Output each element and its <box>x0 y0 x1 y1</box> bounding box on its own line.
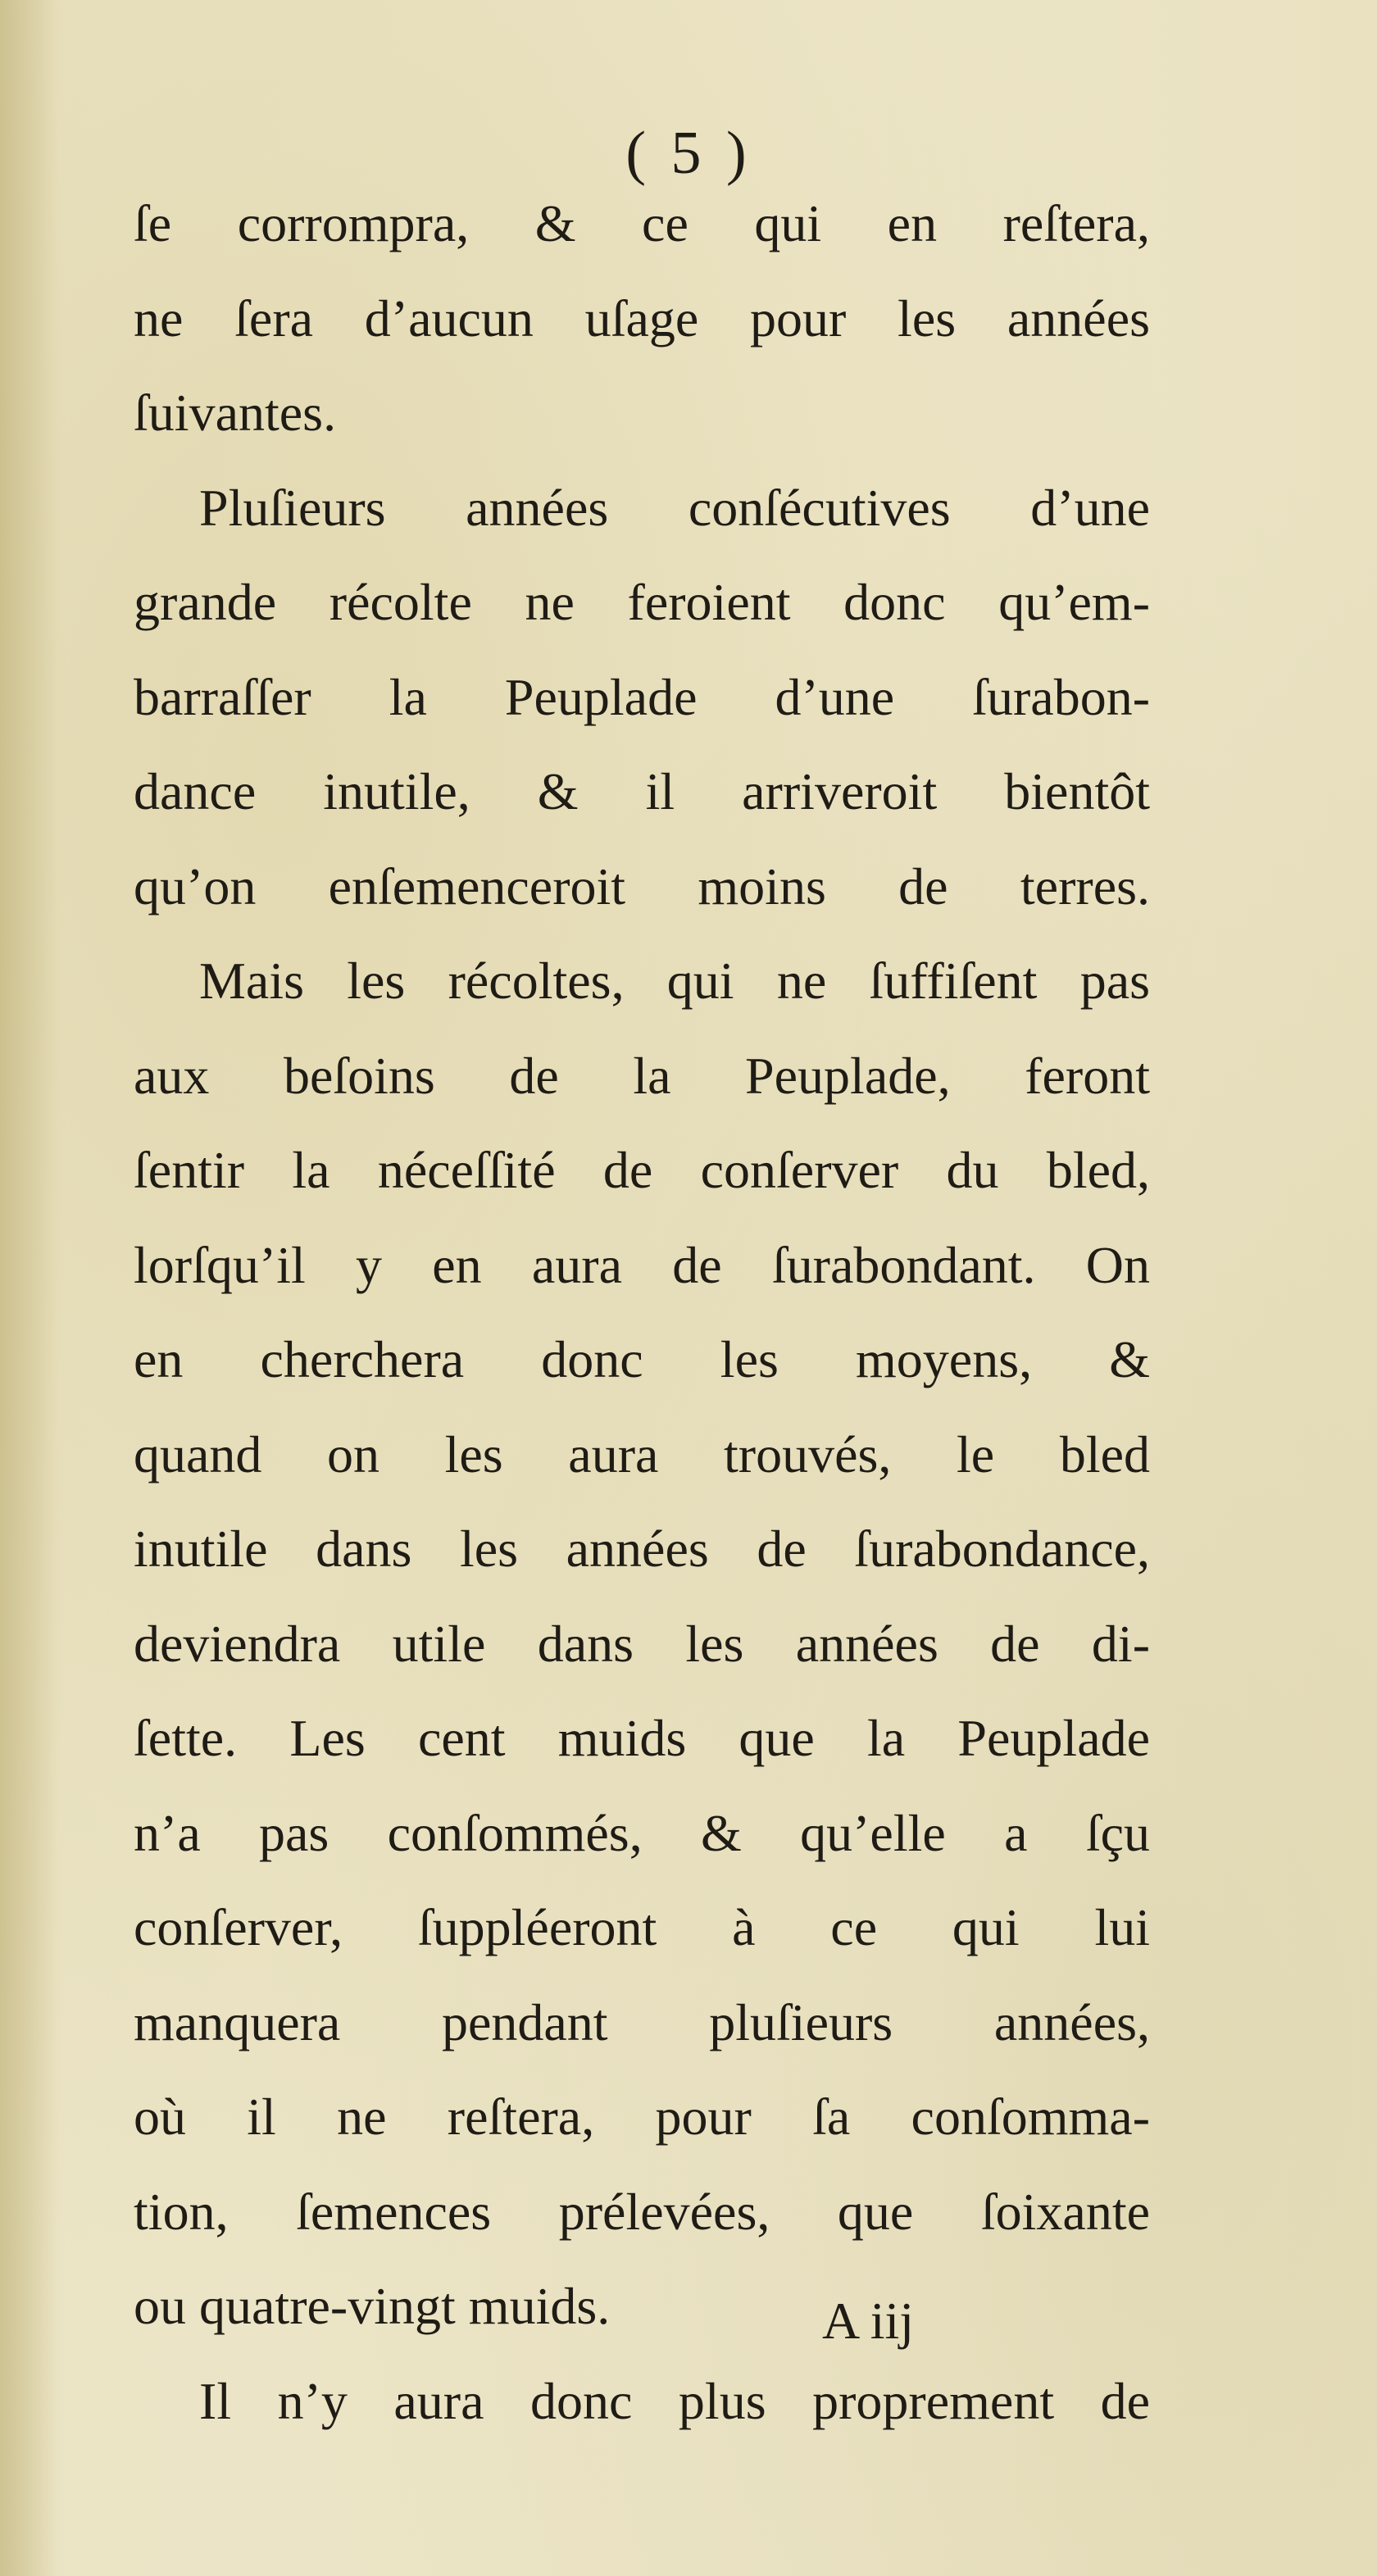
text-line: ſuivantes. <box>134 384 337 442</box>
page-gutter-shading <box>0 0 57 2576</box>
text-line: en cherchera donc les moyens, & <box>134 1330 1150 1388</box>
page-number: ( 5 ) <box>625 120 752 187</box>
text-line: Il n’y aura donc plus proprement de <box>199 2371 1150 2430</box>
text-line: conſerver, ſuppléeront à ce qui lui <box>134 1898 1150 1956</box>
text-line: tion, ſemences prélevées, que ſoixante <box>134 2182 1150 2241</box>
text-line: manquera pendant pluſieurs années, <box>134 1992 1150 2051</box>
text-line: ſe corrompra, & ce qui en reſtera, <box>134 194 1150 252</box>
text-line: grande récolte ne feroient donc qu’em- <box>134 573 1150 631</box>
text-line: aux beſoins de la Peuplade, feront <box>134 1046 1150 1105</box>
text-line: lorſqu’il y en aura de ſurabondant. On <box>134 1235 1150 1294</box>
text-line: dance inutile, & il arriveroit bientôt <box>134 762 1150 820</box>
text-line: ſette. Les cent muids que la Peuplade <box>134 1709 1150 1767</box>
text-line: ne ſera d’aucun uſage pour les années <box>134 288 1150 348</box>
text-line: inutile dans les années de ſurabondance, <box>134 1520 1150 1578</box>
text-line: ſentir la néceſſité de conſerver du bled, <box>134 1141 1150 1199</box>
text-line: ou quatre-vingt muids. <box>134 2277 611 2335</box>
text-line: Pluſieurs années conſécutives d’une <box>199 478 1150 537</box>
body-text <box>134 176 1150 2448</box>
text-line: où il ne reſtera, pour ſa conſomma- <box>134 2088 1150 2146</box>
text-line: deviendra utile dans les années de di- <box>134 1614 1150 1673</box>
text-line: n’a pas conſommés, & qu’elle a ſçu <box>134 1803 1150 1862</box>
signature-mark: A iij <box>822 2292 915 2350</box>
text-line: barraſſer la Peuplade d’une ſurabon- <box>134 667 1150 726</box>
text-line: quand on les aura trouvés, le bled <box>134 1424 1150 1483</box>
text-line: Mais les récoltes, qui ne ſuffiſent pas <box>199 952 1150 1010</box>
text-line: qu’on enſemenceroit moins de terres. <box>134 856 1150 915</box>
